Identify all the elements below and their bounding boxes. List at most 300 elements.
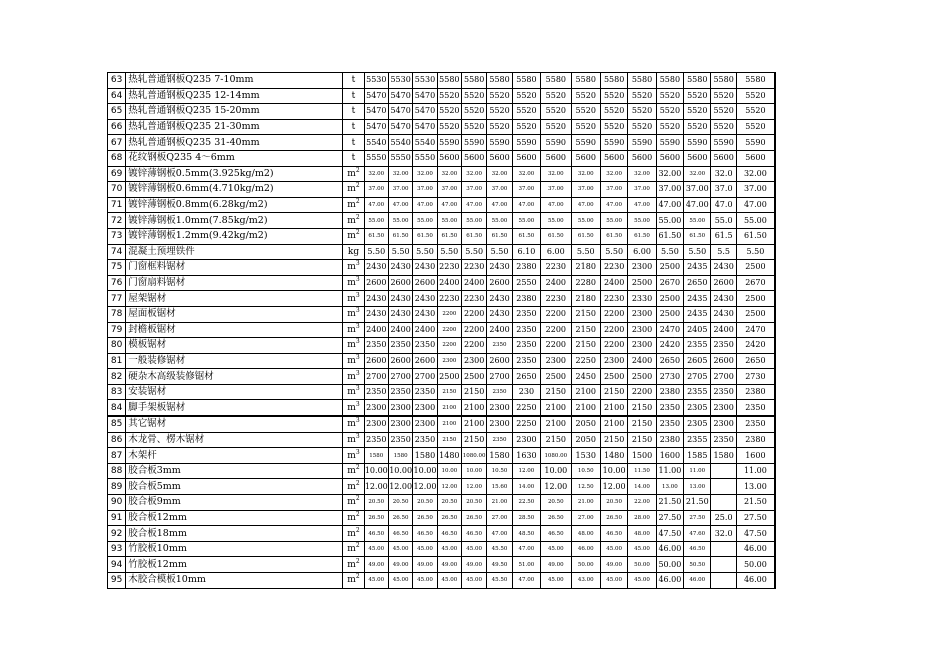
unit-cell <box>343 275 364 291</box>
table-row <box>108 416 776 432</box>
price-cell: 45.50 <box>487 573 512 589</box>
price-cell: 47.00 <box>684 197 711 213</box>
price-cell: 2600 <box>388 275 412 291</box>
price-cell: 2500 <box>462 369 487 385</box>
unit-label: m <box>347 200 356 211</box>
row-number: 87 <box>108 448 126 464</box>
price-cell: 32.00 <box>462 166 487 182</box>
table-row <box>108 448 776 464</box>
price-cell: 45.00 <box>462 573 487 589</box>
price-cell: 46.50 <box>462 526 487 542</box>
price-cell: 2230 <box>437 260 461 276</box>
row-number: 88 <box>108 463 126 479</box>
price-cell: 32.00 <box>364 166 388 182</box>
price-cell: 2250 <box>512 400 540 416</box>
unit-label: m <box>347 450 356 461</box>
price-cell: 61.50 <box>736 228 775 244</box>
price-cell: 37.00 <box>487 182 512 198</box>
price-cell: 47.00 <box>628 197 656 213</box>
unit-cell <box>343 182 364 198</box>
price-cell: 55.00 <box>684 213 711 229</box>
price-cell: 21.00 <box>571 495 600 511</box>
price-cell: 61.50 <box>437 228 461 244</box>
price-cell: 2100 <box>462 400 487 416</box>
price-cell: 2430 <box>413 260 437 276</box>
unit-cell <box>343 119 364 135</box>
price-cell: 5590 <box>437 135 461 151</box>
material-name: 胶合板12mm <box>126 510 343 526</box>
unit-cell <box>343 88 364 104</box>
unit-exponent: 3 <box>355 307 360 315</box>
price-cell: 2380 <box>656 432 683 448</box>
price-cell: 5470 <box>413 119 437 135</box>
price-cell: 46.50 <box>684 541 711 557</box>
price-cell: 47.00 <box>541 197 571 213</box>
price-cell: 32.00 <box>736 166 775 182</box>
price-cell: 5520 <box>571 88 600 104</box>
price-cell: 2380 <box>736 384 775 400</box>
material-name: 胶合板5mm <box>126 479 343 495</box>
price-cell: 2380 <box>512 291 540 307</box>
table-row <box>108 573 776 589</box>
row-number: 76 <box>108 275 126 291</box>
price-cell: 5.50 <box>571 244 600 260</box>
price-cell: 49.00 <box>600 557 627 573</box>
price-cell: 2200 <box>541 306 571 322</box>
price-cell: 2350 <box>736 416 775 432</box>
unit-exponent: 2 <box>355 526 360 534</box>
price-cell: 5520 <box>656 119 683 135</box>
price-cell: 2600 <box>364 353 388 369</box>
unit-cell <box>343 291 364 307</box>
unit-cell <box>343 463 364 479</box>
price-cell: 21.50 <box>656 495 683 511</box>
unit-label: m <box>347 528 356 539</box>
unit-label: m <box>347 419 356 430</box>
price-cell: 37.00 <box>600 182 627 198</box>
price-cell <box>711 495 736 511</box>
price-cell: 2230 <box>541 291 571 307</box>
price-cell: 6.00 <box>628 244 656 260</box>
price-cell: 2300 <box>541 353 571 369</box>
price-cell: 5470 <box>388 119 412 135</box>
price-cell: 230 <box>512 384 540 400</box>
table-row <box>108 197 776 213</box>
price-cell: 5520 <box>600 119 627 135</box>
material-name: 其它锯材 <box>126 416 343 432</box>
price-cell: 2230 <box>437 291 461 307</box>
price-cell: 2230 <box>600 260 627 276</box>
price-cell: 2650 <box>656 353 683 369</box>
price-cell: 2600 <box>487 353 512 369</box>
price-cell: 20.50 <box>388 495 412 511</box>
price-cell: 46.00 <box>736 541 775 557</box>
price-cell: 5470 <box>364 104 388 120</box>
row-number: 63 <box>108 73 126 89</box>
unit-cell <box>343 495 364 511</box>
price-cell: 61.50 <box>684 228 711 244</box>
unit-cell <box>343 260 364 276</box>
price-cell: 1080.00 <box>462 448 487 464</box>
price-cell: 2300 <box>388 400 412 416</box>
price-cell: 2200 <box>437 322 461 338</box>
unit-label: m <box>347 497 356 508</box>
price-cell: 2100 <box>571 384 600 400</box>
price-cell: 37.0 <box>711 182 736 198</box>
price-cell: 2450 <box>571 369 600 385</box>
price-cell: 2500 <box>736 291 775 307</box>
price-cell: 45.00 <box>364 541 388 557</box>
price-cell: 49.00 <box>388 557 412 573</box>
unit-label: m <box>347 168 356 179</box>
price-cell: 5590 <box>684 135 711 151</box>
price-cell: 46.50 <box>437 526 461 542</box>
unit-cell <box>343 384 364 400</box>
unit-label: m <box>347 481 356 492</box>
price-cell: 5580 <box>711 73 736 89</box>
row-number: 86 <box>108 432 126 448</box>
price-cell: 47.60 <box>684 526 711 542</box>
price-cell: 5520 <box>462 119 487 135</box>
price-cell: 49.00 <box>462 557 487 573</box>
price-cell <box>711 479 736 495</box>
price-cell: 55.00 <box>437 213 461 229</box>
unit-exponent: 2 <box>355 557 360 565</box>
price-cell: 2600 <box>413 275 437 291</box>
price-cell: 2600 <box>413 353 437 369</box>
price-cell: 2670 <box>736 275 775 291</box>
unit-exponent: 3 <box>355 260 360 268</box>
price-cell: 21.00 <box>487 495 512 511</box>
row-number: 73 <box>108 228 126 244</box>
price-cell: 10.00 <box>437 463 461 479</box>
price-cell: 45.00 <box>600 541 627 557</box>
price-cell: 2100 <box>437 416 461 432</box>
price-cell: 26.50 <box>541 510 571 526</box>
price-cell: 2100 <box>541 416 571 432</box>
price-cell: 2300 <box>462 353 487 369</box>
price-cell: 2500 <box>656 291 683 307</box>
price-cell: 5590 <box>512 135 540 151</box>
price-cell: 47.00 <box>736 197 775 213</box>
unit-exponent: 3 <box>355 400 360 408</box>
row-number: 94 <box>108 557 126 573</box>
price-cell: 2500 <box>541 369 571 385</box>
price-cell: 5580 <box>736 73 775 89</box>
price-cell: 2300 <box>628 306 656 322</box>
price-cell: 5520 <box>462 104 487 120</box>
price-cell: 2500 <box>656 260 683 276</box>
table-row <box>108 182 776 198</box>
price-cell: 2350 <box>656 416 683 432</box>
price-cell: 5.50 <box>736 244 775 260</box>
price-cell: 1080.00 <box>541 448 571 464</box>
price-cell: 2230 <box>600 291 627 307</box>
price-cell: 2305 <box>684 416 711 432</box>
price-cell: 2430 <box>388 291 412 307</box>
price-cell: 11.00 <box>736 463 775 479</box>
price-cell: 2300 <box>487 416 512 432</box>
price-cell: 47.00 <box>571 197 600 213</box>
price-cell: 2400 <box>437 275 461 291</box>
price-cell: 6.10 <box>512 244 540 260</box>
price-cell: 37.00 <box>413 182 437 198</box>
price-cell: 5520 <box>736 119 775 135</box>
material-name: 脚手架板锯材 <box>126 400 343 416</box>
price-cell: 12.50 <box>571 479 600 495</box>
unit-exponent: 3 <box>355 432 360 440</box>
price-cell: 2600 <box>364 275 388 291</box>
price-cell: 46.50 <box>600 526 627 542</box>
price-cell: 5520 <box>571 119 600 135</box>
row-number: 65 <box>108 104 126 120</box>
price-cell: 5520 <box>684 104 711 120</box>
price-cell: 2150 <box>600 432 627 448</box>
price-cell: 5580 <box>437 73 461 89</box>
price-cell: 32.00 <box>571 166 600 182</box>
price-cell: 45.50 <box>487 541 512 557</box>
material-name: 花纹钢板Q235 4～6mm <box>126 150 343 166</box>
unit-exponent: 2 <box>355 166 360 174</box>
price-cell: 2350 <box>711 384 736 400</box>
material-name: 热轧普通钢板Q235 7-10mm <box>126 73 343 89</box>
unit-exponent: 3 <box>355 448 360 456</box>
unit-exponent: 2 <box>355 510 360 518</box>
price-cell: 26.50 <box>462 510 487 526</box>
price-cell: 61.50 <box>541 228 571 244</box>
material-name: 竹胶板10mm <box>126 541 343 557</box>
price-cell: 55.00 <box>388 213 412 229</box>
price-cell: 2700 <box>711 369 736 385</box>
price-cell: 2430 <box>711 260 736 276</box>
material-name: 镀锌薄钢板0.5mm(3.925kg/m2) <box>126 166 343 182</box>
price-cell: 2650 <box>684 275 711 291</box>
unit-label: m <box>347 402 356 413</box>
price-cell: 5580 <box>656 73 683 89</box>
unit-exponent: 3 <box>355 322 360 330</box>
price-cell: 48.50 <box>512 526 540 542</box>
price-cell: 2180 <box>571 260 600 276</box>
unit-exponent: 3 <box>355 369 360 377</box>
row-number: 72 <box>108 213 126 229</box>
unit-exponent: 3 <box>355 291 360 299</box>
price-cell: 49.00 <box>364 557 388 573</box>
price-cell: 5520 <box>711 119 736 135</box>
price-cell: 2500 <box>628 369 656 385</box>
price-cell: 2350 <box>512 306 540 322</box>
price-cell: 2420 <box>736 338 775 354</box>
price-cell: 5520 <box>656 104 683 120</box>
unit-exponent: 2 <box>355 542 360 550</box>
row-number: 90 <box>108 495 126 511</box>
price-cell: 43.00 <box>571 573 600 589</box>
price-cell: 26.50 <box>413 510 437 526</box>
price-cell: 5600 <box>684 150 711 166</box>
price-cell: 2605 <box>684 353 711 369</box>
price-cell: 1580 <box>413 448 437 464</box>
table-row <box>108 369 776 385</box>
unit-cell <box>343 557 364 573</box>
material-name: 屋架锯材 <box>126 291 343 307</box>
price-cell: 28.00 <box>628 510 656 526</box>
price-cell: 2350 <box>487 338 512 354</box>
price-cell: 5520 <box>541 88 571 104</box>
table-row <box>108 541 776 557</box>
unit-exponent: 2 <box>355 213 360 221</box>
row-number: 68 <box>108 150 126 166</box>
price-cell: 5590 <box>736 135 775 151</box>
unit-label: m <box>347 466 356 477</box>
price-cell: 5530 <box>388 73 412 89</box>
price-cell: 2435 <box>684 306 711 322</box>
price-cell: 5520 <box>656 88 683 104</box>
material-name: 热轧普通钢板Q235 21-30mm <box>126 119 343 135</box>
table-row <box>108 150 776 166</box>
price-cell: 2230 <box>541 260 571 276</box>
row-number: 75 <box>108 260 126 276</box>
price-cell: 27.50 <box>684 510 711 526</box>
price-cell: 2430 <box>364 306 388 322</box>
price-cell: 2730 <box>656 369 683 385</box>
price-cell: 2405 <box>684 322 711 338</box>
price-cell: 2470 <box>736 322 775 338</box>
price-cell: 46.00 <box>684 573 711 589</box>
price-cell: 2400 <box>413 322 437 338</box>
price-cell: 2380 <box>512 260 540 276</box>
table-row <box>108 166 776 182</box>
price-cell: 2430 <box>388 260 412 276</box>
price-cell: 2500 <box>736 260 775 276</box>
row-number: 91 <box>108 510 126 526</box>
table-row <box>108 338 776 354</box>
unit-label: m <box>347 340 356 351</box>
row-number: 81 <box>108 353 126 369</box>
price-cell: 37.00 <box>462 182 487 198</box>
price-cell: 61.50 <box>600 228 627 244</box>
price-cell: 46.50 <box>364 526 388 542</box>
price-cell: 37.00 <box>512 182 540 198</box>
price-cell: 10.00 <box>388 463 412 479</box>
price-cell: 11.00 <box>656 463 683 479</box>
price-cell: 10.00 <box>600 463 627 479</box>
price-cell: 50.00 <box>571 557 600 573</box>
price-cell: 1500 <box>628 448 656 464</box>
price-cell: 2650 <box>512 369 540 385</box>
price-cell: 2350 <box>364 432 388 448</box>
unit-exponent: 3 <box>355 417 360 425</box>
price-cell: 37.00 <box>656 182 683 198</box>
price-cell: 45.00 <box>628 573 656 589</box>
price-cell: 46.00 <box>656 573 683 589</box>
price-cell: 47.50 <box>736 526 775 542</box>
unit-cell <box>343 150 364 166</box>
price-cell: 32.00 <box>684 166 711 182</box>
price-cell: 61.50 <box>388 228 412 244</box>
unit-cell <box>343 104 364 120</box>
price-cell: 45.00 <box>541 541 571 557</box>
price-cell: 11.00 <box>684 463 711 479</box>
price-cell: 2150 <box>571 338 600 354</box>
price-cell: 2150 <box>628 400 656 416</box>
price-cell: 2150 <box>462 384 487 400</box>
price-cell: 5470 <box>364 88 388 104</box>
price-cell: 61.5 <box>711 228 736 244</box>
price-cell: 55.00 <box>462 213 487 229</box>
row-number: 77 <box>108 291 126 307</box>
material-name: 热轧普通钢板Q235 12-14mm <box>126 88 343 104</box>
price-cell: 32.00 <box>487 166 512 182</box>
price-cell: 2300 <box>628 338 656 354</box>
price-cell: 5.50 <box>437 244 461 260</box>
price-cell: 2150 <box>600 384 627 400</box>
price-cell: 61.50 <box>487 228 512 244</box>
price-cell: 47.00 <box>487 197 512 213</box>
row-number: 67 <box>108 135 126 151</box>
price-cell: 5590 <box>487 135 512 151</box>
table-row <box>108 432 776 448</box>
unit-label: t <box>351 75 356 86</box>
price-cell: 5520 <box>487 88 512 104</box>
material-name: 镀锌薄钢板0.8mm(6.28kg/m2) <box>126 197 343 213</box>
price-cell: 2200 <box>541 322 571 338</box>
price-cell: 2150 <box>628 416 656 432</box>
price-table <box>107 72 776 589</box>
price-cell: 45.00 <box>388 541 412 557</box>
price-cell: 2250 <box>512 416 540 432</box>
price-cell: 2350 <box>736 400 775 416</box>
material-name: 木架杆 <box>126 448 343 464</box>
price-cell: 14.00 <box>628 479 656 495</box>
price-cell: 45.00 <box>437 541 461 557</box>
row-number: 95 <box>108 573 126 589</box>
price-cell: 2350 <box>711 338 736 354</box>
row-number: 66 <box>108 119 126 135</box>
row-number: 84 <box>108 400 126 416</box>
unit-exponent: 2 <box>355 182 360 190</box>
price-cell: 20.50 <box>541 495 571 511</box>
price-cell: 2350 <box>656 400 683 416</box>
material-name: 模板锯材 <box>126 338 343 354</box>
price-cell: 47.00 <box>600 197 627 213</box>
material-name: 胶合板3mm <box>126 463 343 479</box>
price-cell: 5580 <box>600 73 627 89</box>
price-cell: 55.00 <box>512 213 540 229</box>
price-cell: 5580 <box>512 73 540 89</box>
material-name: 胶合板18mm <box>126 526 343 542</box>
price-cell: 32.00 <box>437 166 461 182</box>
price-cell: 13.00 <box>656 479 683 495</box>
price-cell: 32.00 <box>512 166 540 182</box>
unit-label: m <box>347 309 356 320</box>
price-cell: 61.50 <box>462 228 487 244</box>
price-cell: 37.00 <box>437 182 461 198</box>
material-name: 胶合板9mm <box>126 495 343 511</box>
price-cell <box>711 463 736 479</box>
price-cell: 32.00 <box>541 166 571 182</box>
row-number: 79 <box>108 322 126 338</box>
unit-label: m <box>347 355 356 366</box>
unit-exponent: 3 <box>355 353 360 361</box>
price-cell: 46.00 <box>656 541 683 557</box>
price-cell: 2300 <box>600 353 627 369</box>
price-cell: 32.00 <box>388 166 412 182</box>
price-cell: 5470 <box>413 88 437 104</box>
material-name: 一般装修锯材 <box>126 353 343 369</box>
price-cell: 37.00 <box>684 182 711 198</box>
price-cell: 2600 <box>711 275 736 291</box>
price-cell: 46.00 <box>571 541 600 557</box>
unit-cell <box>343 213 364 229</box>
